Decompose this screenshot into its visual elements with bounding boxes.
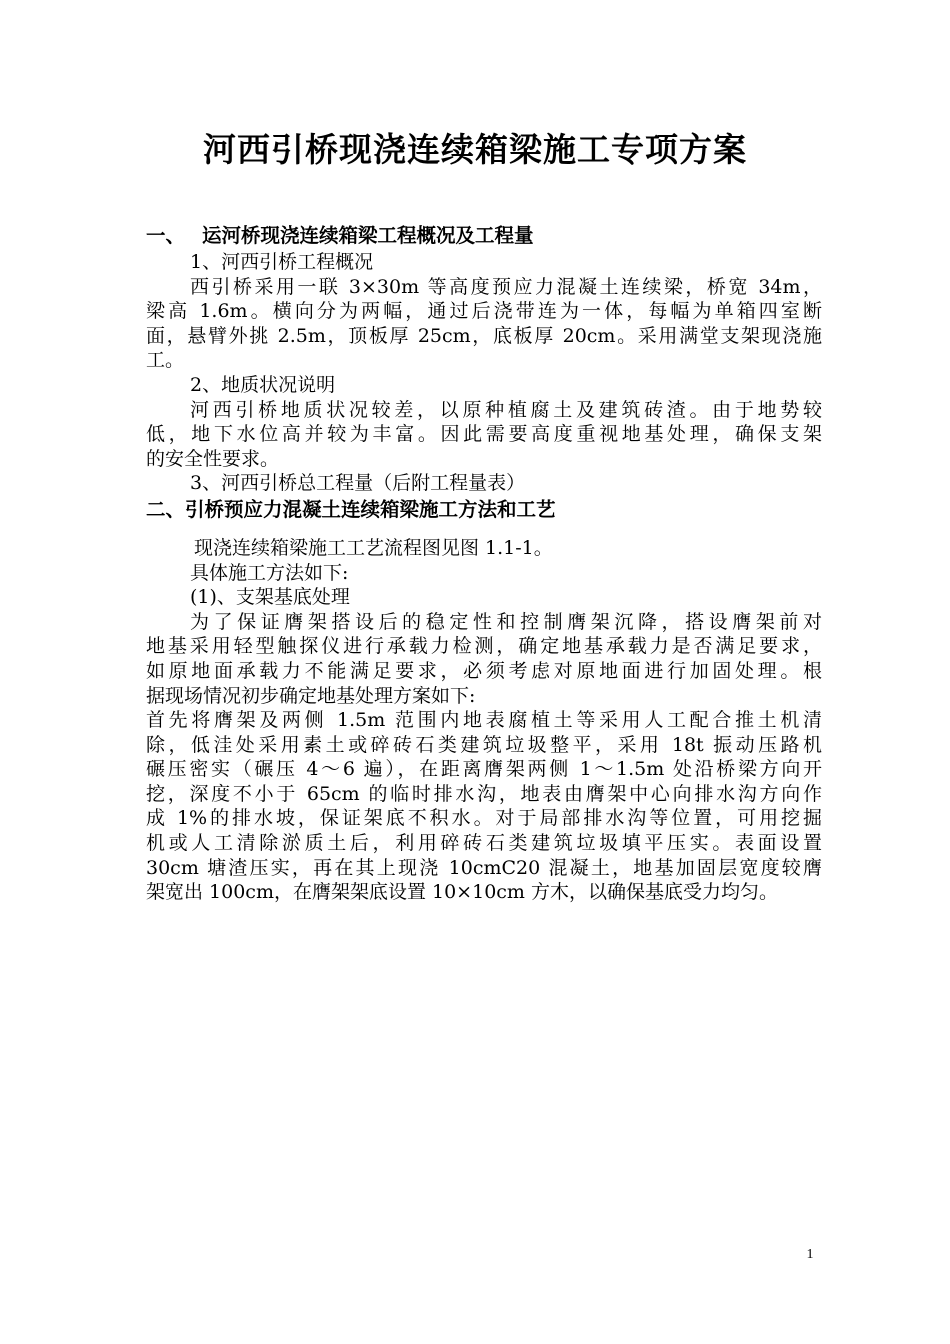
intro-line-methods: 具体施工方法如下: (190, 561, 349, 584)
paragraph-line: 为了保证膺架搭设后的稳定性和控制膺架沉降，搭设膺架前对 (190, 610, 822, 633)
paragraph-line: 梁高 1.6m。横向分为两幅，通过后浇带连为一体，每幅为单箱四室断 (146, 300, 822, 323)
paragraph-line: 如原地面承载力不能满足要求，必须考虑对原地面进行加固处理。根 (146, 659, 822, 682)
section-1-title: 运河桥现浇连续箱梁工程概况及工程量 (202, 224, 534, 247)
section-1-heading (146, 222, 822, 250)
section-2-number: 二、 (146, 497, 186, 521)
paragraph-line: 据现场情况初步确定地基处理方案如下: (146, 684, 476, 707)
subsection-3-title: 3、河西引桥总工程量（后附工程量表） (190, 472, 526, 495)
paragraph-line: 挖，深度不小于 65cm 的临时排水沟，地表由膺架中心向排水沟方向作 (146, 782, 822, 805)
subsection-1-title: 1、河西引桥工程概况 (190, 251, 374, 273)
document-title: 河西引桥现浇连续箱梁施工专项方案 (203, 130, 747, 169)
paragraph-line: 碾压密实（碾压 4～6 遍），在距离膺架两侧 1～1.5m 处沿桥梁方向开 (146, 758, 822, 781)
paragraph-foundation-treatment (146, 708, 822, 905)
paragraph-line: 首先将膺架及两侧 1.5m 范围内地表腐植土等采用人工配合推土机清 (146, 709, 822, 732)
intro-line-flowchart: 现浇连续箱梁施工工艺流程图见图 1.1-1。 (194, 536, 553, 559)
paragraph-line: 面，悬臂外挑 2.5m，顶板厚 25cm，底板厚 20cm。采用满堂支架现浇施 (146, 324, 822, 347)
paragraph-line: 西引桥采用一联 3×30m 等高度预应力混凝土连续梁，桥宽 34m， (190, 275, 822, 298)
section-1-number: 一、 (146, 224, 186, 247)
item-1-title: (1)、支架基底处理 (190, 586, 350, 609)
paragraph-geology (146, 398, 822, 472)
section-2-title: 引桥预应力混凝土连续箱梁施工方法和工艺 (185, 497, 556, 521)
paragraph-line: 低，地下水位高并较为丰富。因此需要高度重视地基处理，确保支架 (146, 423, 822, 446)
document-body (146, 222, 822, 905)
paragraph-line: 地基采用轻型触探仪进行承载力检测，确定地基承载力是否满足要求， (146, 635, 822, 658)
paragraph-project-overview (146, 275, 822, 373)
spacer (146, 524, 822, 536)
paragraph-line: 的安全性要求。 (146, 447, 280, 470)
paragraph-line: 成 1%的排水坡，保证架底不积水。对于局部排水沟等位置，可用挖掘 (146, 807, 822, 830)
paragraph-foundation-testing (146, 610, 822, 708)
subsection-2-title: 2、地质状况说明 (190, 373, 336, 396)
section-2-heading (146, 496, 822, 524)
paragraph-line: 机或人工清除淤质土后，利用碎砖石类建筑垃圾填平压实。表面设置 (146, 832, 822, 855)
page-number: 1 (806, 1247, 814, 1262)
paragraph-line: 30cm 塘渣压实，再在其上现浇 10cmC20 混凝土，地基加固层宽度较膺 (146, 856, 822, 879)
paragraph-line: 河西引桥地质状况较差，以原种植腐土及建筑砖渣。由于地势较 (190, 398, 822, 421)
paragraph-line: 架宽出 100cm，在膺架架底设置 10×10cm 方木，以确保基底受力均匀。 (146, 881, 778, 904)
paragraph-line: 除，低洼处采用素土或碎砖石类建筑垃圾整平，采用 18t 振动压路机 (146, 733, 822, 756)
paragraph-line: 工。 (146, 349, 185, 372)
